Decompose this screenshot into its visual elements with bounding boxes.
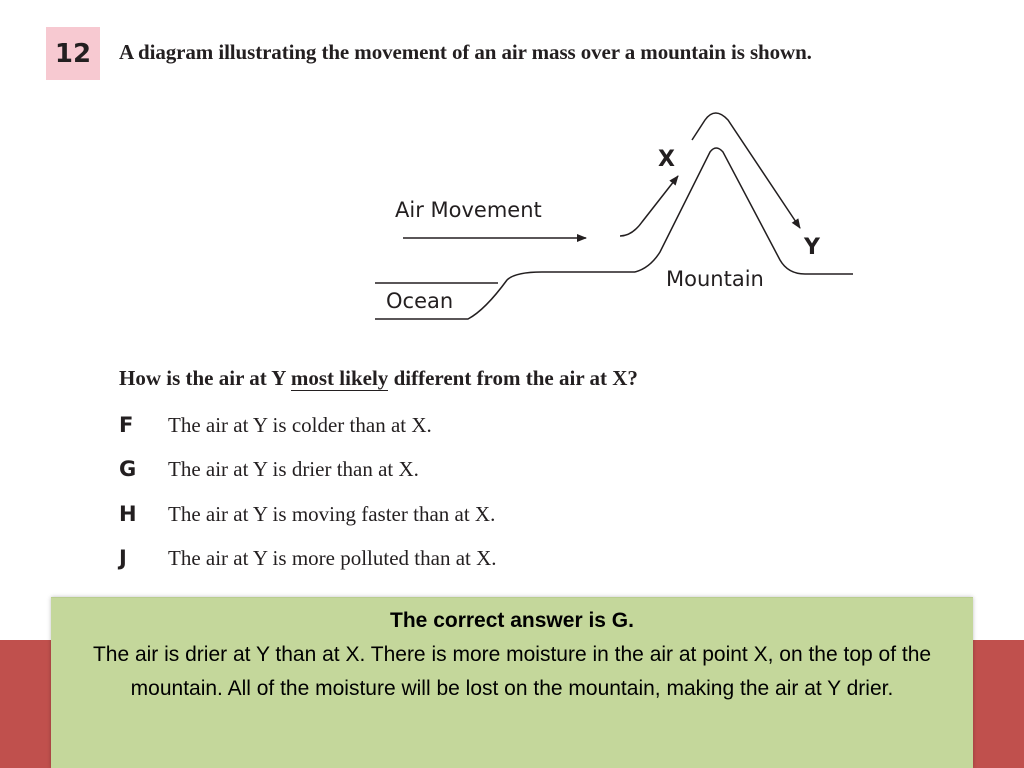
choice-g[interactable] <box>119 457 419 482</box>
point-x-label: X <box>658 147 675 172</box>
answer-box <box>51 597 973 768</box>
question-number-badge <box>46 27 100 80</box>
choice-letter: J <box>119 546 127 570</box>
mountain-label: Mountain <box>666 267 764 291</box>
choice-h[interactable] <box>119 502 495 527</box>
answer-explanation: The air is drier at Y than at X. There is more moisture in the air at point X, on the top of the mountain. All of the moisture will be lost on the mountain, making the air at Y drier. <box>92 643 932 700</box>
choice-letter: H <box>119 502 137 526</box>
question-number: 12 <box>54 38 92 69</box>
air-mass-diagram <box>360 100 860 330</box>
choice-f[interactable] <box>119 413 432 438</box>
answer-heading: The correct answer is G. <box>390 609 634 632</box>
prompt-before: How is the air at Y <box>119 366 291 390</box>
choice-j[interactable] <box>119 546 497 571</box>
question-text: A diagram illustrating the movement of an air mass over a mountain is shown. <box>119 40 812 64</box>
point-y-label: Y <box>804 235 820 260</box>
choice-text: The air at Y is colder than at X. <box>168 413 432 437</box>
choice-letter: G <box>119 457 137 481</box>
air-flow-over-mountain <box>692 113 800 228</box>
ocean-label: Ocean <box>386 289 454 313</box>
choice-text: The air at Y is moving faster than at X. <box>168 502 496 526</box>
rising-air-arrow <box>620 176 678 236</box>
air-movement-label: Air Movement <box>395 198 542 222</box>
question-prompt <box>119 366 638 391</box>
choice-text: The air at Y is more polluted than at X. <box>168 546 497 570</box>
prompt-emphasis: most likely <box>290 366 389 390</box>
choice-letter: F <box>119 413 134 437</box>
choice-text: The air at Y is drier than at X. <box>168 457 419 481</box>
prompt-after: different from the air at X? <box>388 366 638 390</box>
